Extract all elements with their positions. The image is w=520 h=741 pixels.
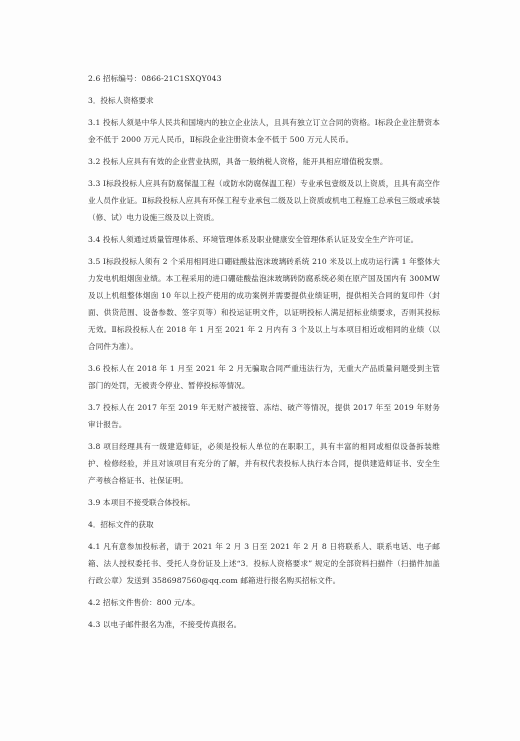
- clause-3-3: 3.3 Ⅰ标段投标人应具有防腐保温工程（或防水防腐保温工程）专业承包壹级及以上资质，且具有高空作业人员作业证。Ⅱ标段投标人应具有环保工程专业承包二级及以上资质或机电工程施工总承包三级或承装（修、试）电力设施三级及以上资质。: [88, 179, 440, 222]
- clause-4-1: 4.1 凡有意参加投标者，请于 2021 年 2 月 3 日至 2021 年 2 月 8 日将联系人、联系电话、电子邮箱、法人授权委托书、受托人身份证及上述“3．投标人资格要求” 规定的全部资料扫描件（扫描件加盖行政公章）发送到 3586987560@qq.com 邮箱进行报名购买招标文件。: [88, 542, 440, 585]
- document-body: [88, 70, 440, 638]
- clause-3-4: 3.4 投标人须通过质量管理体系、环境管理体系及职业健康安全管理体系认证及安全生产许可证。: [88, 235, 419, 244]
- clause-3-8: 3.8 项目经理具有一级建造师证，必须是投标人单位的在职职工，具有丰富的相同或相似设备拆装维护、检修经验，并且对该项目有充分的了解，并有权代表投标人执行本合同，提供建造师证书、安全生产考核合格证书、社保证明。: [88, 442, 440, 485]
- clause-3-9: 3.9 本项目不接受联合体投标。: [88, 498, 196, 507]
- clause-3-7: 3.7 投标人在 2017 年至 2019 年无财产被接管、冻结、破产等情况，提供 2017 年至 2019 年财务审计报告。: [88, 403, 440, 429]
- section-heading-documents: 4．招标文件的获取: [88, 520, 154, 529]
- clause-3-2: 3.2 投标人应具有有效的企业营业执照，具备一般纳税人资格，能开具相应增值税发票。: [88, 157, 388, 166]
- section-heading-qualifications: 3．投标人资格要求: [88, 96, 154, 105]
- clause-4-2: 4.2 招标文件售价：800 元/本。: [88, 598, 200, 607]
- clause-3-5: 3.5 Ⅰ标段投标人须有 2 个采用相同进口硼硅酸盐泡沫玻璃砖系统 210 米及以上成功运行满 1 年整体大力发电机组烟囱业绩。本工程采用的进口硼硅酸盐泡沫玻璃砖防腐系统必须在原产国及国内有 300MW 及以上机组整体烟囱 10 年以上投产使用的成功案例并需要提供业绩证明，提供相关合同的复印件（封面、供货范围、设备参数、签字页等）和投运证明文件，以证明投标人满足招标业绩要求，否则其投标无效。Ⅱ标段投标人在 2018 年 1 月至 2021 年 2 月内有 3 个及以上与本项目相近或相同的业绩（以合同件为准）。: [88, 257, 440, 351]
- clause-4-3: 4.3 以电子邮件报名为准，不接受传真报名。: [88, 620, 242, 629]
- tender-number: 2.6 招标编号：0866-21C1SXQY043: [88, 74, 222, 83]
- clause-3-1: 3.1 投标人须是中华人民共和国境内的独立企业法人，且具有独立订立合同的资格。Ⅰ标段企业注册资本金不低于 2000 万元人民币，Ⅱ标段企业注册资本金不低于 500 万元人民币。: [88, 118, 440, 144]
- clause-3-6: 3.6 投标人在 2018 年 1 月至 2021 年 2 月无骗取合同严重违法行为，无重大产品质量问题受到主管部门的处罚，无被责令停业、暂停投标等情况。: [88, 364, 440, 390]
